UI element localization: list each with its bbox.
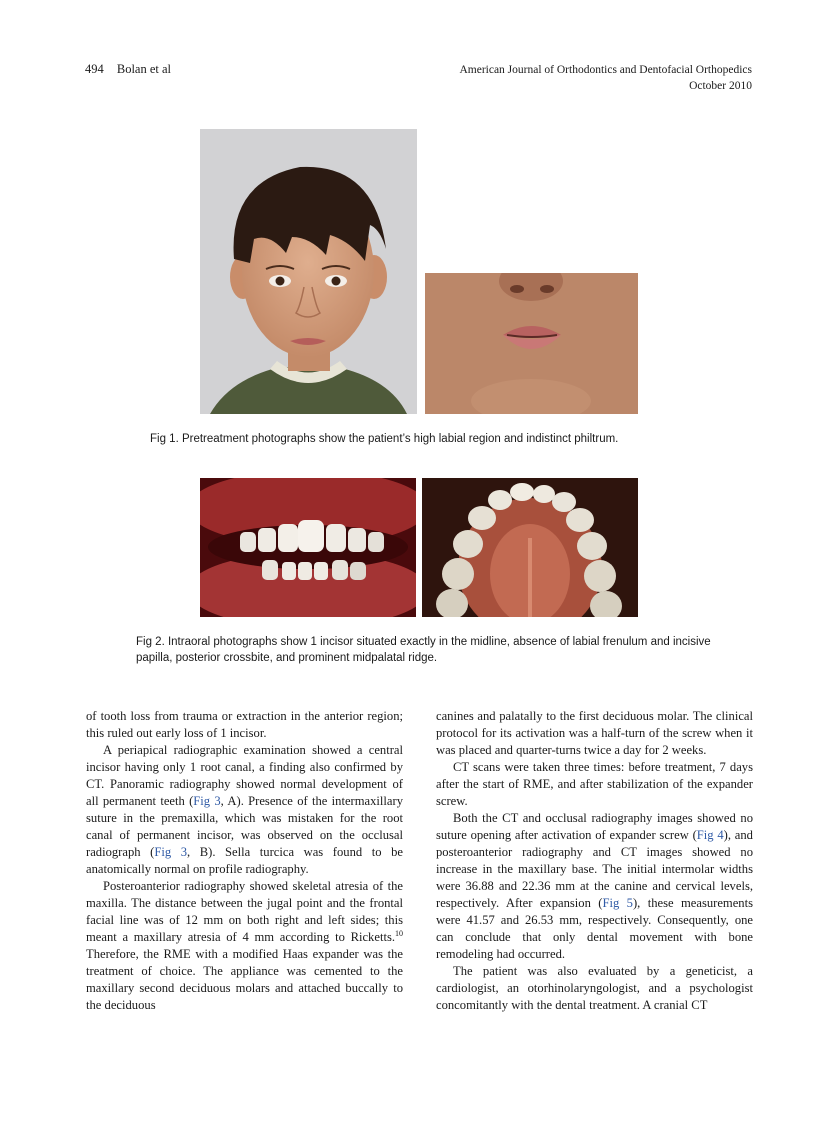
paragraph: Posteroanterior radiography showed skeletal atresia of the maxilla. The distance between the jugal point and the frontal facial line was of 12 mm on both right and left sides; this meant a maxillary atresia of 4 mm according to Ricketts.$^{10}$ Therefore, the RME with a modified Haas expander was the treatment of choice. The appliance was cemented to the maxillary second deciduous molars and attached buccally to the deciduous: [86, 879, 403, 1012]
figure-reference-link[interactable]: Fig 4: [696, 828, 724, 842]
figure-2-occlusal-photo: [422, 478, 638, 617]
journal-title: American Journal of Orthodontics and Dentofacial Orthopedics: [459, 64, 752, 76]
figure-1-caption: Fig 1. Pretreatment photographs show the patient’s high labial region and indistinct philtrum.: [150, 433, 619, 445]
figure-2-frontal-intraoral-photo: [200, 478, 416, 617]
paragraph: of tooth loss from trauma or extraction in the anterior region; this ruled out early loss of 1 incisor.: [86, 709, 403, 740]
running-header-left: [85, 62, 171, 77]
paragraph: The patient was also evaluated by a geneticist, a cardiologist, an otorhinolaryngologist, and a psychologist concomitantly with the dental treatment. A cranial CT: [436, 964, 753, 1012]
figure-2-caption: Fig 2. Intraoral photographs show 1 incisor situated exactly in the midline, absence of labial frenulum and incisive papilla, posterior crossbite, and prominent midpalatal ridge.: [136, 636, 711, 664]
paragraph: canines and palatally to the first deciduous molar. The clinical protocol for its activation was a half-turn of the screw when it was placed and quarter-turns twice a day for 2 weeks.: [436, 709, 753, 757]
figure-1-lip-closeup-photo: [425, 273, 638, 414]
figure-reference-link[interactable]: Fig 5: [602, 896, 633, 910]
paragraph: A periapical radiographic examination showed a central incisor having only 1 root canal, a finding also confirmed by CT. Panoramic radiography showed normal development of all permanent teeth (Fig 3, A). Presence of the intermaxillary suture in the premaxilla, which was mistaken for the root canal of permanent incisor, was observed on the occlusal radiograph (Fig 3, B). Sella turcica was found to be anatomically normal on profile radiography.: [86, 743, 403, 876]
citation-superscript: 10: [395, 928, 403, 938]
figure-1-portrait-photo: [200, 129, 417, 414]
paragraph: CT scans were taken three times: before treatment, 7 days after the start of RME, and after stabilization of the expander screw.: [436, 760, 753, 808]
figure-reference-link[interactable]: Fig 3: [154, 845, 187, 859]
running-header-right: [459, 62, 752, 94]
body-column-left: [86, 708, 403, 1014]
figure-reference-link[interactable]: Fig 3: [193, 794, 221, 808]
page-number: 494: [85, 62, 104, 76]
issue-date: October 2010: [689, 80, 752, 92]
author-line: Bolan et al: [116, 62, 172, 76]
paragraph: Both the CT and occlusal radiography images showed no suture opening after activation of expander screw (Fig 4), and posteroanterior radiography and CT images showed no increase in the maxillary base. The initial intermolar widths were 36.88 and 22.36 mm at the canine and cervical levels, respectively. After expansion (Fig 5), these measurements were 41.57 and 26.53 mm, respectively. Consequently, one can conclude that only dental movement with bone remodeling had occurred.: [436, 811, 754, 961]
body-column-right: [436, 708, 753, 1014]
